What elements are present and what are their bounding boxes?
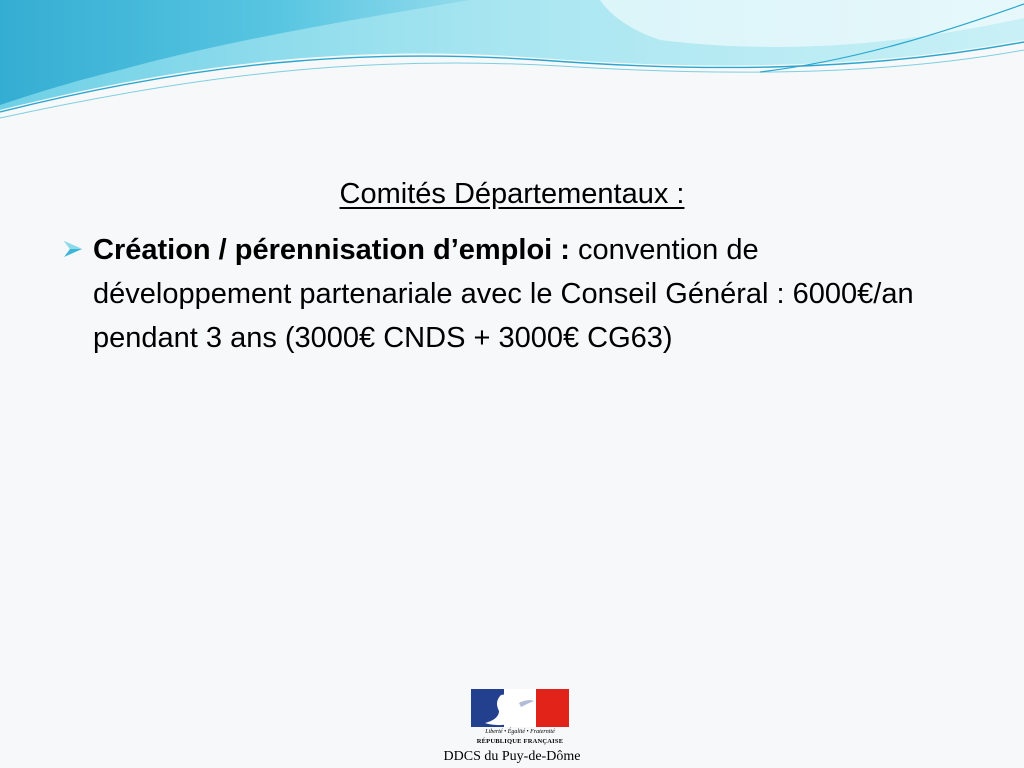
logo-motto: Liberté • Égalité • Fraternité [485, 729, 555, 735]
footer-text: DDCS du Puy-de-Dôme [443, 749, 581, 764]
arrowhead-bullet-icon [62, 238, 84, 260]
bullet-bold-text: Création / pérennisation d’emploi : [93, 234, 570, 266]
marianne-logo [471, 689, 569, 747]
slide-title: Comités Départementaux : [339, 178, 685, 210]
flag-icon [471, 689, 569, 727]
header-wave-decoration [0, 0, 1024, 130]
logo-name: RÉPUBLIQUE FRANÇAISE [476, 738, 564, 745]
bullet-text [93, 228, 943, 360]
bullet-regular-text: convention de développement partenariale avec le Conseil Général : 6000€/an pendant 3 ans (3000€ CNDS + 3000€ CG63) [93, 234, 914, 354]
